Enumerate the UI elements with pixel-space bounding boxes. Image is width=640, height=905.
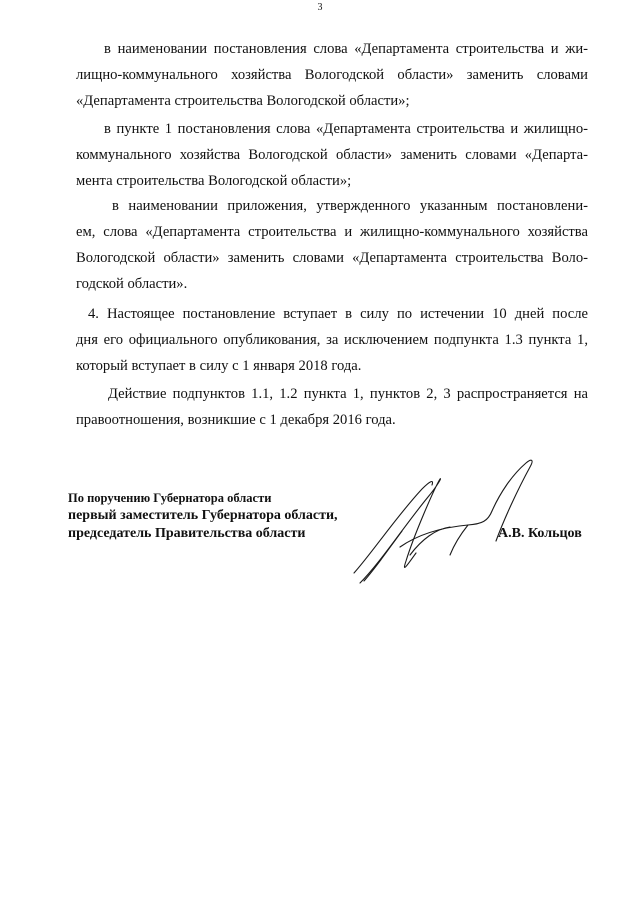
body-line: 4. Настоящее постановление вступает в силу по истечении 10 дней после [88,306,588,322]
signatory-title-line: первый заместитель Губернатора области, [68,508,338,523]
body-line: дня его официального опубликования, за исключением подпункта 1.3 пункта 1, [76,332,588,348]
body-line: в наименовании постановления слова «Департамента строительства и жи- [104,41,588,57]
signature-authority-line: По поручению Губернатора области [68,491,272,505]
body-line: годской области». [76,276,188,292]
body-line: коммунального хозяйства Вологодской области» заменить словами «Департа- [76,147,588,163]
body-line: лищно-коммунального хозяйства Вологодской области» заменить словами [76,67,588,83]
signatory-position-line: председатель Правительства области [68,526,306,541]
body-line: Вологодской области» заменить словами «Департамента строительства Воло- [76,250,588,266]
body-line: в пункте 1 постановления слова «Департамента строительства и жилищно- [104,121,588,137]
signatory-name: А.В. Кольцов [498,526,582,541]
handwritten-signature [350,455,540,590]
body-line: в наименовании приложения, утвержденного указанным постановлени- [112,198,588,214]
body-line: правоотношения, возникшие с 1 декабря 2016 года. [76,412,396,428]
body-line: Действие подпунктов 1.1, 1.2 пункта 1, пунктов 2, 3 распространяется на [108,386,588,402]
page-number: 3 [317,2,323,13]
body-line: который вступает в силу с 1 января 2018 года. [76,358,362,374]
body-line: «Департамента строительства Вологодской области»; [76,93,410,109]
body-line: ем, слова «Департамента строительства и жилищно-коммунального хозяйства [76,224,588,240]
body-line: мента строительства Вологодской области»; [76,173,352,189]
